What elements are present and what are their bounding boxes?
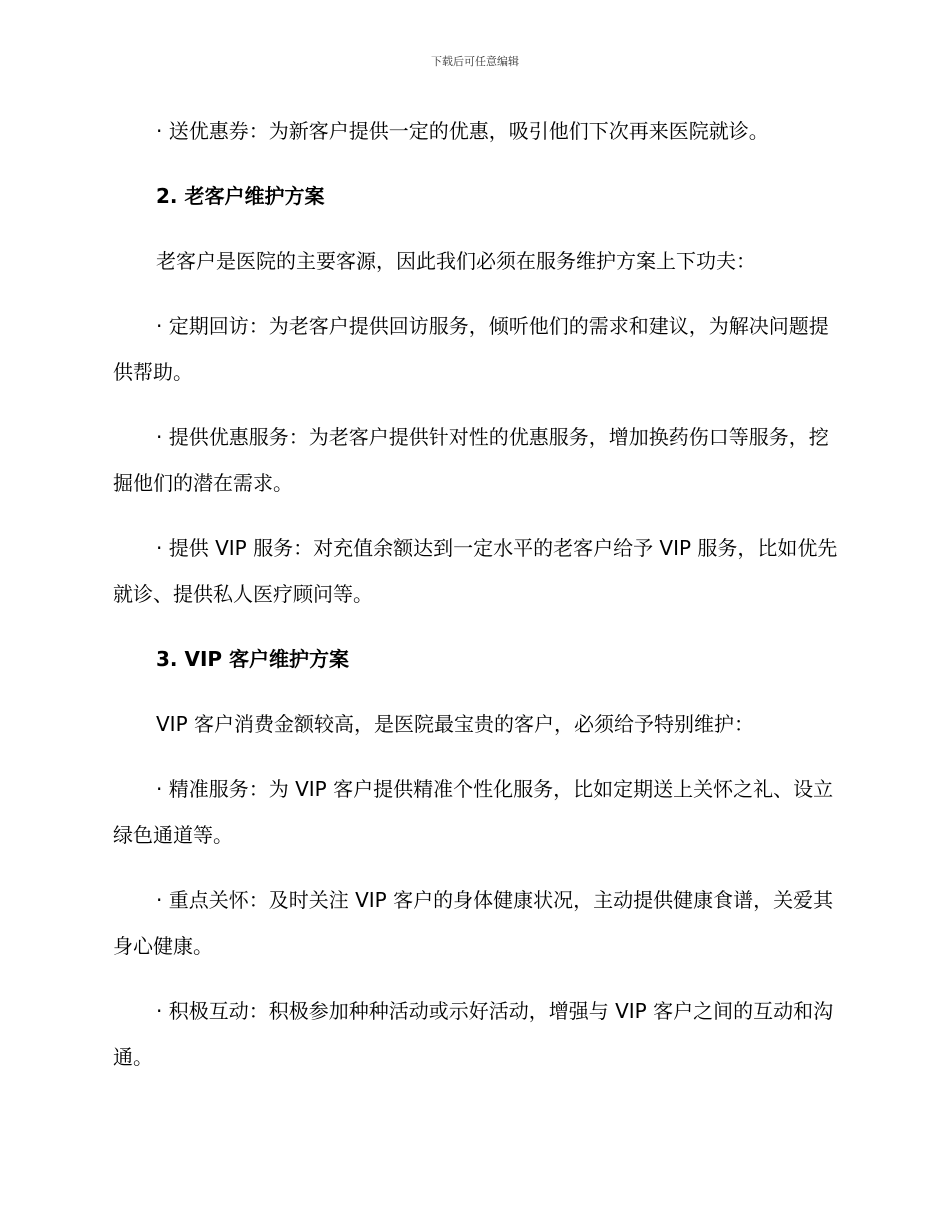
section-heading-vip-customers: 3. VIP 客户维护方案 [156,647,350,671]
bullet-vip-service: · 提供 VIP 服务：对充值余额达到一定水平的老客户给予 VIP 服务，比如优先就诊、提供私人医疗顾问等。 [113,536,838,606]
paragraph-vip-intro: VIP 客户消费金额较高，是医院最宝贵的客户，必须给予特别维护： [156,712,754,736]
bullet-active-interaction: · 积极互动：积极参加种种活动或示好活动，增强与 VIP 客户之间的互动和沟通。 [113,999,834,1069]
document-body [113,108,843,1099]
section-heading-old-customers: 2. 老客户维护方案 [156,184,325,208]
page-header: 下载后可任意编辑 [431,55,519,68]
bullet-coupon: · 送优惠券：为新客户提供一定的优惠，吸引他们下次再来医院就诊。 [156,119,769,143]
bullet-discount-service: · 提供优惠服务：为老客户提供针对性的优惠服务，增加换药伤口等服务，挖掘他们的潜在需求。 [113,425,829,495]
bullet-regular-visits: · 定期回访：为老客户提供回访服务，倾听他们的需求和建议，为解决问题提供帮助。 [113,314,829,384]
paragraph-old-customers-intro: 老客户是医院的主要客源，因此我们必须在服务维护方案上下功夫： [156,249,756,273]
bullet-precise-service: · 精准服务：为 VIP 客户提供精准个性化服务，比如定期送上关怀之礼、设立绿色通道等。 [113,777,834,847]
bullet-key-care: · 重点关怀：及时关注 VIP 客户的身体健康状况，主动提供健康食谱，关爱其身心健康。 [113,888,834,958]
